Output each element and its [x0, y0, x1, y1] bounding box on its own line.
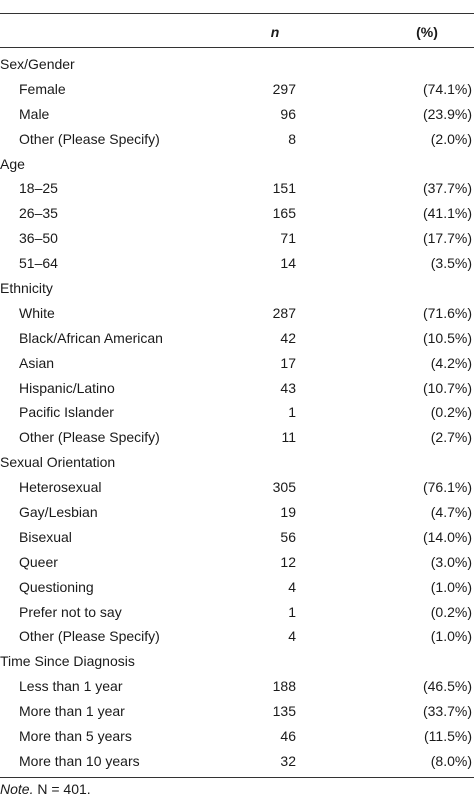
row-percent: (14.0%): [422, 528, 472, 545]
row-label: Questioning: [19, 578, 94, 595]
row-percent: (74.1%): [422, 80, 472, 97]
row-count: 188: [272, 678, 296, 695]
row-count: 17: [280, 354, 296, 371]
row-label: Other (Please Specify): [19, 429, 160, 446]
table-bottom-rule: [0, 777, 474, 778]
table-row: [0, 77, 474, 102]
row-label: Queer: [19, 553, 58, 570]
row-label: 36–50: [19, 230, 58, 247]
row-count: 71: [280, 230, 296, 247]
group-title: Age: [0, 155, 25, 172]
row-percent: (37.7%): [422, 180, 472, 197]
group-row: [0, 649, 474, 674]
table-body: [0, 52, 474, 774]
row-count: 42: [280, 329, 296, 346]
group-row: [0, 152, 474, 177]
table-row: [0, 550, 474, 575]
group-title: Time Since Diagnosis: [0, 653, 135, 670]
table-row: [0, 475, 474, 500]
row-percent: (10.5%): [422, 329, 472, 346]
row-percent: (1.0%): [430, 578, 472, 595]
table-row: [0, 326, 474, 351]
row-count: 135: [272, 703, 296, 720]
row-label: Black/African American: [19, 329, 163, 346]
table-row: [0, 301, 474, 326]
table-row: [0, 176, 474, 201]
row-count: 8: [288, 130, 296, 147]
row-label: 18–25: [19, 180, 58, 197]
row-label: Male: [19, 105, 50, 122]
table-row: [0, 251, 474, 276]
row-label: 26–35: [19, 205, 58, 222]
table-row: [0, 351, 474, 376]
row-label: White: [19, 304, 55, 321]
group-title: Ethnicity: [0, 280, 53, 297]
group-row: [0, 276, 474, 301]
row-count: 19: [280, 504, 296, 521]
row-percent: (11.5%): [424, 728, 472, 745]
row-percent: (8.0%): [430, 752, 472, 769]
column-header-percent: (%): [416, 24, 438, 40]
group-row: [0, 52, 474, 77]
table-row: [0, 674, 474, 699]
table-row: [0, 624, 474, 649]
row-label: Other (Please Specify): [19, 130, 160, 147]
table-row: [0, 500, 474, 525]
row-count: 287: [272, 304, 296, 321]
row-count: 165: [272, 205, 296, 222]
table-header-rule: [0, 47, 474, 48]
table-top-rule: [0, 13, 474, 14]
row-percent: (1.0%): [430, 628, 472, 645]
row-count: 1: [288, 404, 296, 421]
table-note: [0, 780, 91, 798]
row-percent: (17.7%): [422, 230, 472, 247]
table-row: [0, 525, 474, 550]
row-count: 12: [280, 553, 296, 570]
row-count: 1: [288, 603, 296, 620]
row-count: 4: [288, 628, 296, 645]
group-title: Sex/Gender: [0, 56, 75, 72]
note-text: N = 401.: [33, 781, 91, 797]
row-label: More than 10 years: [19, 752, 140, 769]
row-percent: (41.1%): [422, 205, 472, 222]
row-percent: (2.0%): [430, 130, 472, 147]
row-percent: (4.7%): [430, 504, 472, 521]
row-percent: (0.2%): [430, 404, 472, 421]
table-row: [0, 724, 474, 749]
row-percent: (2.7%): [430, 429, 472, 446]
row-count: 43: [280, 379, 296, 396]
table-row: [0, 226, 474, 251]
row-percent: (71.6%): [422, 304, 472, 321]
row-label: Pacific Islander: [19, 404, 114, 421]
table-row: [0, 400, 474, 425]
row-count: 151: [272, 180, 296, 197]
table-row: [0, 102, 474, 127]
row-label: More than 1 year: [19, 703, 125, 720]
table-row: [0, 127, 474, 152]
table-row: [0, 376, 474, 401]
row-count: 4: [288, 578, 296, 595]
row-count: 11: [281, 429, 296, 446]
row-label: 51–64: [19, 255, 58, 272]
column-header-n: n: [270, 24, 280, 40]
table-row: [0, 575, 474, 600]
row-percent: (33.7%): [422, 703, 472, 720]
row-percent: (76.1%): [422, 479, 472, 496]
row-count: 305: [272, 479, 296, 496]
row-percent: (0.2%): [430, 603, 472, 620]
row-percent: (3.0%): [430, 553, 472, 570]
row-label: Other (Please Specify): [19, 628, 160, 645]
row-count: 32: [280, 752, 296, 769]
row-label: More than 5 years: [19, 728, 132, 745]
row-count: 46: [280, 728, 296, 745]
row-label: Prefer not to say: [19, 603, 122, 620]
row-label: Female: [19, 80, 66, 97]
row-count: 297: [272, 80, 296, 97]
row-count: 56: [280, 528, 296, 545]
table-row: [0, 425, 474, 450]
note-prefix: Note.: [0, 781, 34, 797]
group-title: Sexual Orientation: [0, 454, 116, 471]
row-count: 96: [280, 105, 296, 122]
group-row: [0, 450, 474, 475]
row-label: Heterosexual: [19, 479, 102, 496]
row-percent: (3.5%): [430, 255, 472, 272]
table-row: [0, 201, 474, 226]
row-percent: (46.5%): [422, 678, 472, 695]
row-count: 14: [280, 255, 296, 272]
table-row: [0, 749, 474, 774]
row-percent: (10.7%): [422, 379, 472, 396]
row-label: Less than 1 year: [19, 678, 123, 695]
row-percent: (23.9%): [422, 105, 472, 122]
table-row: [0, 699, 474, 724]
row-label: Hispanic/Latino: [19, 379, 115, 396]
table-row: [0, 600, 474, 625]
row-percent: (4.2%): [430, 354, 472, 371]
row-label: Gay/Lesbian: [19, 504, 98, 521]
row-label: Bisexual: [19, 528, 72, 545]
row-label: Asian: [19, 354, 55, 371]
